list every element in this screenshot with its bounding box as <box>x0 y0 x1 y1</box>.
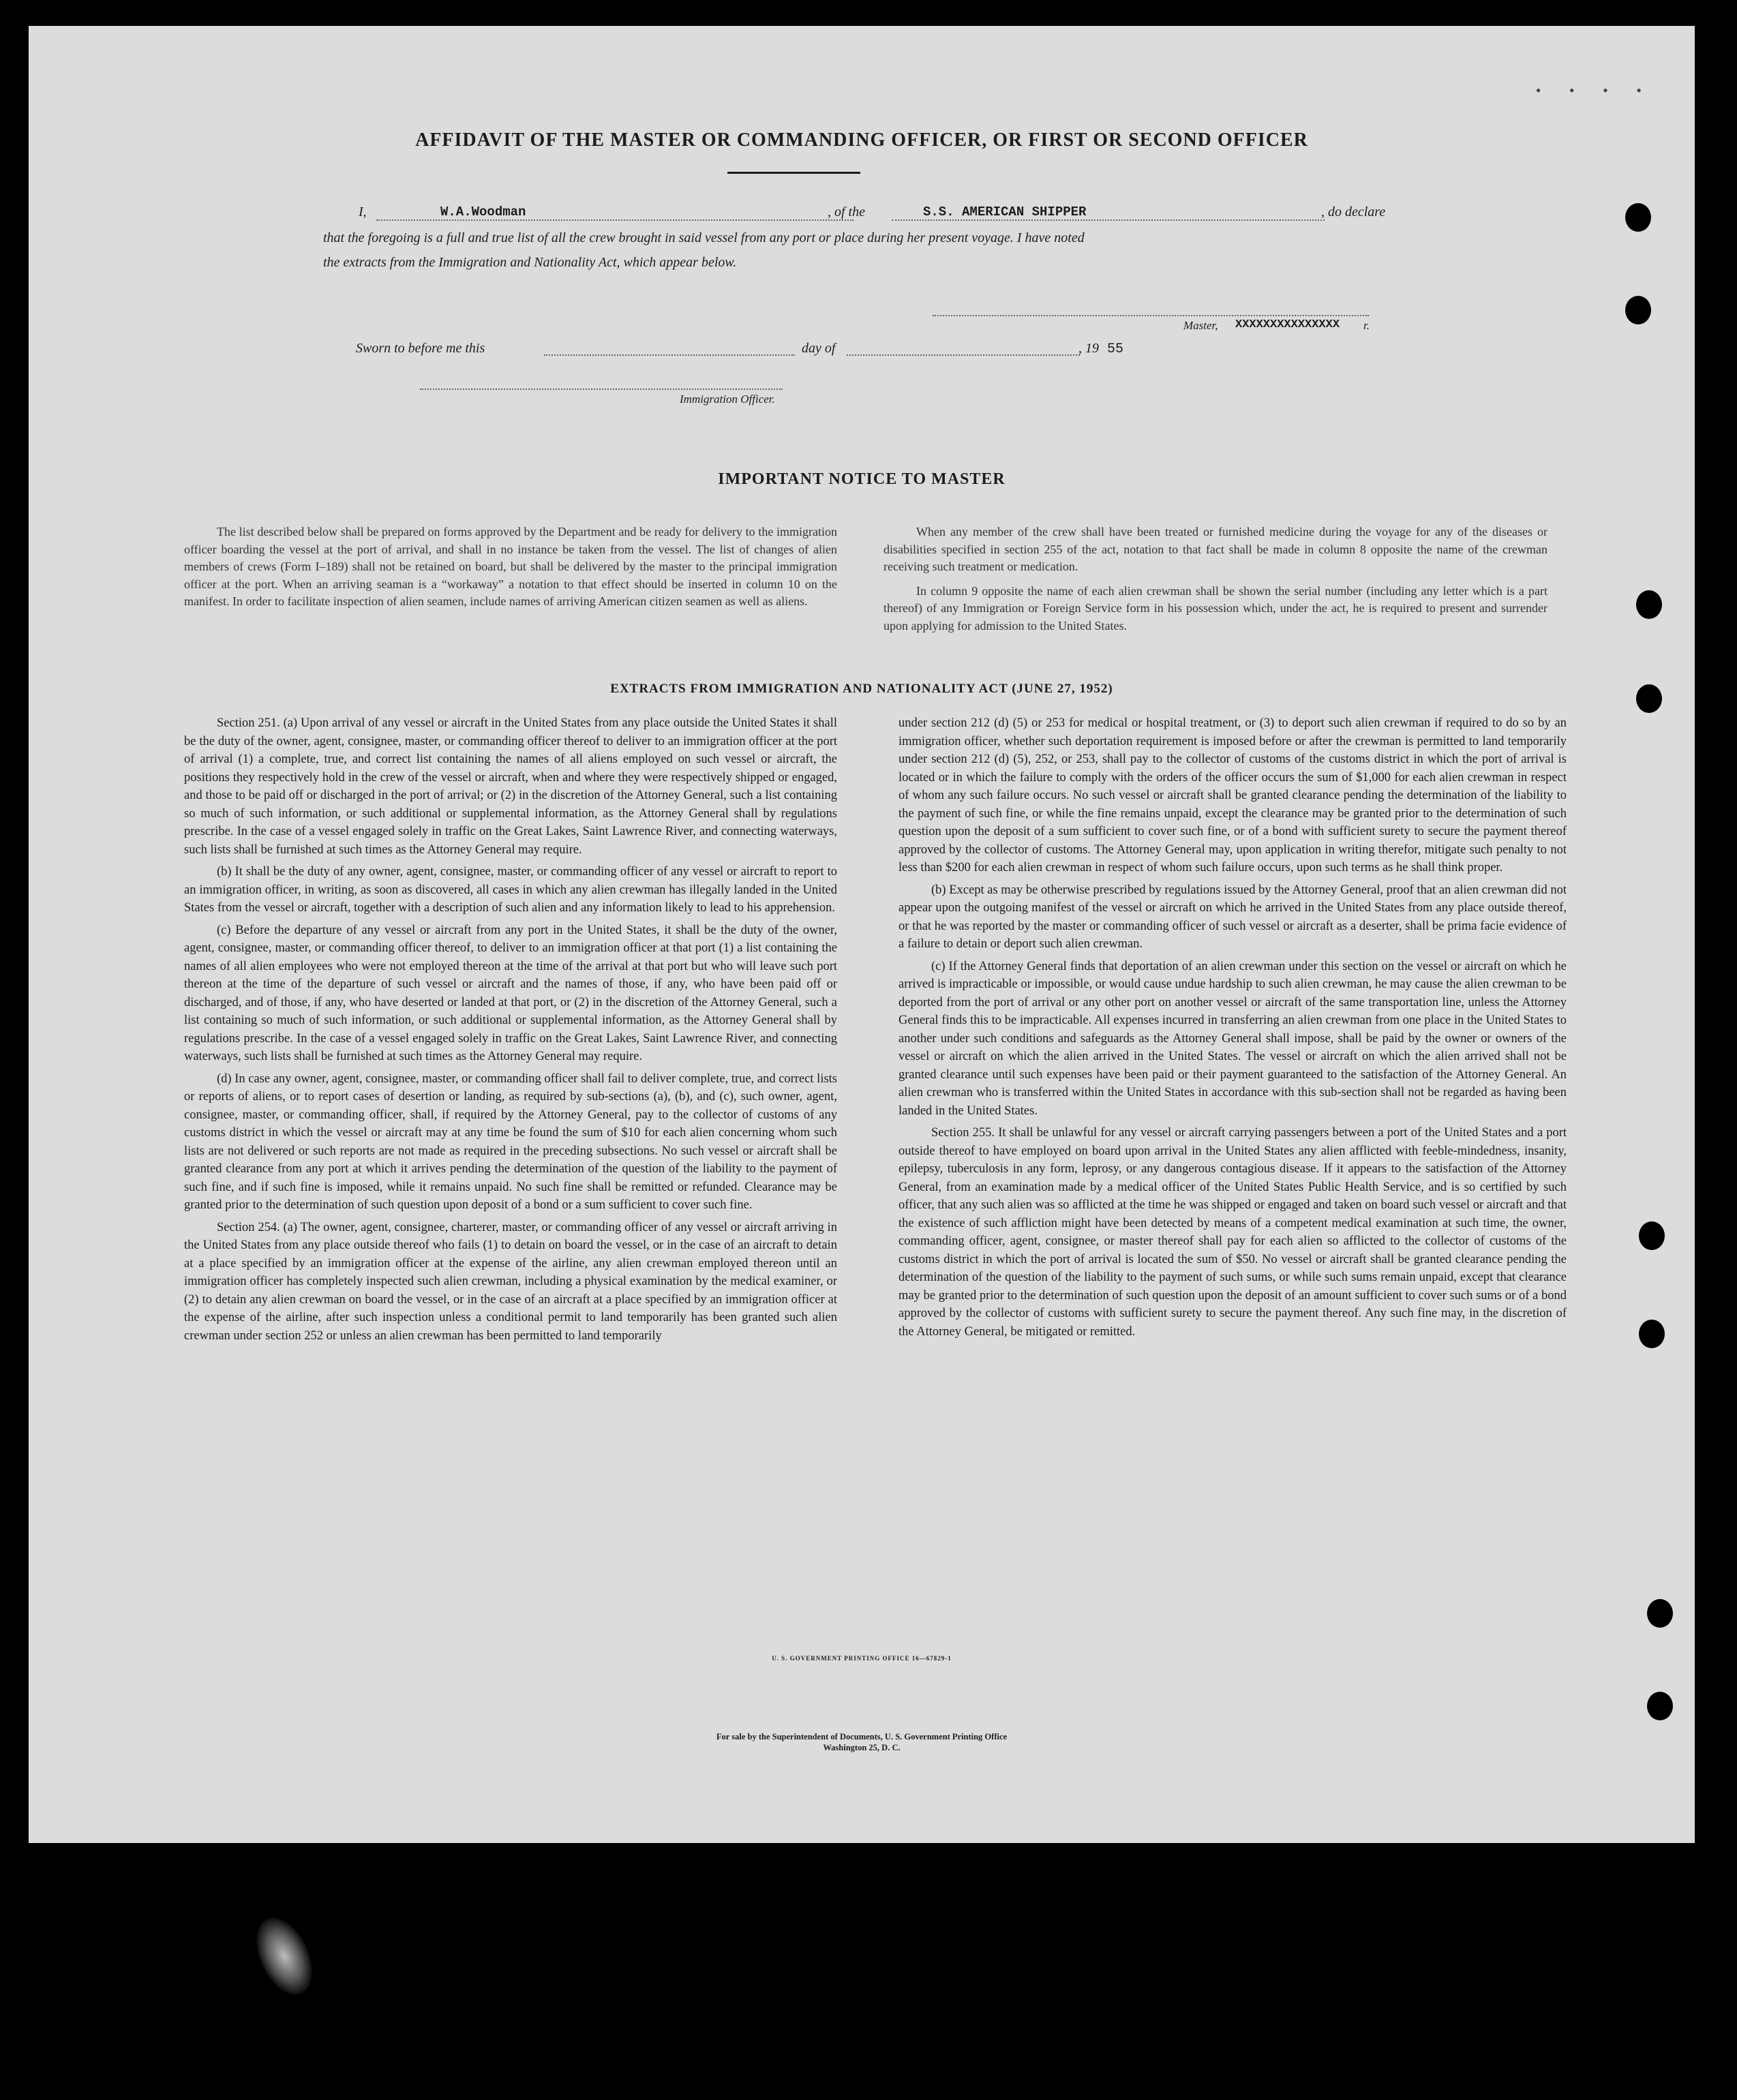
punch-hole <box>1639 1320 1665 1348</box>
section-254-b: (b) Except as may be otherwise prescribed by regulations issued by the Attorney General, proof that an alien crewman did not appear upon the outgoing manifest of the vessel or aircraft on which he arrived in the United States from any place outside thereof, or that he was reported by the master or commanding officer of such vessel or aircraft as a deserter, shall be prima facie evidence of a failure to detain or deport such alien crewman. <box>898 883 1567 951</box>
i-label: I, <box>359 204 367 219</box>
sale-notice <box>29 1731 1695 1753</box>
sworn-label: Sworn to before me this <box>356 341 485 356</box>
title-rule <box>727 172 860 174</box>
master-label-tail: r. <box>1363 319 1370 332</box>
printing-office-line: U. S. GOVERNMENT PRINTING OFFICE 16—67829-1 <box>772 1655 952 1662</box>
punch-hole <box>1625 203 1651 232</box>
punch-hole <box>1636 590 1662 619</box>
section-251-c: (c) Before the departure of any vessel or aircraft from any port in the United States, it shall be the duty of the owner, agent, consignee, master, or commanding officer thereof, to deliver to an immigration officer at that port (1) a list containing the names of all alien employees who were not employed thereon at the time of the arrival at that port but who will leave such port thereon at the time of the departure of such vessel or aircraft and the names of those, if any, who have been paid off or discharged, and of those, if any, who have deserted or landed at that port, or (2) in the discretion of the Attorney General, such a list containing so much of such information, or such additional or supplemental information, as the Attorney General shall by regulations prescribe. In the case of a vessel engaged solely in traffic on the Great Lakes, Saint Lawrence River, and connecting waterways, such lists shall be furnished at such times as the Attorney General may require. <box>184 923 837 1063</box>
immigration-officer-line <box>420 389 783 390</box>
statement-line-2: the extracts from the Immigration and Nationality Act, which appear below. <box>323 255 737 270</box>
punch-hole <box>1636 684 1662 713</box>
sworn-month-dotted-line <box>847 354 1080 356</box>
notice-right-column <box>883 523 1547 641</box>
name-dotted-line <box>376 219 854 221</box>
of-the-label: , of the <box>828 204 865 219</box>
edge-marks: • • • • <box>1535 82 1654 99</box>
do-declare-label: , do declare <box>1321 204 1386 219</box>
affidavit-title: AFFIDAVIT OF THE MASTER OR COMMANDING OFFICER, OR FIRST OR SECOND OFFICER <box>415 130 1308 151</box>
section-254-a-continued: under section 212 (d) (5) or 253 for medical or hospital treatment, or (3) to deport such alien crewman if required to do so by an immigration officer, whether such deportation requirement is imposed before or after the crewman is permitted to land temporarily under section 212 (d) (5), 252, or 253, shall pay to the collector of customs of the customs district in which the port of arrival is located or in which the failure to comply with the orders of the officer occurs the sum of $1,000 for each alien crewman in respect of whom any such failure occurs. No such vessel or aircraft shall be granted clearance pending the determination of the liability to the payment of such fine, or while the fine remains unpaid, except the clearance may be granted prior to the determination of such question upon the deposit of a sum sufficient to cover such fine, or of a bond with sufficient surety to secure the payment thereof approved by the collector of customs. The Attorney General may, upon application in writing therefor, mitigate such penalty to not less than $200 for each alien crewman in respect of whom such failure occurs, upon such terms as he shall think proper. <box>898 716 1567 874</box>
notice-right-paragraph-2: In column 9 opposite the name of each alien crewman shall be shown the serial number (including any letter which is a part thereof) of any Immigration or Foreign Service form in his possession which, under the act, he is required to present and surrender upon applying for admission to the United States. <box>883 583 1547 633</box>
scan-smudge <box>245 1909 323 2003</box>
section-251-b: (b) It shall be the duty of any owner, agent, consignee, master, or commanding officer of any vessel or aircraft to report to an immigration officer, in writing, as soon as discovered, all cases in which any alien crewman has illegally landed in the United States from the vessel or aircraft, together with a description of such alien and any information likely to lead to his apprehension. <box>184 865 837 915</box>
extracts-left-column <box>184 714 837 1349</box>
extracts-right-column <box>898 714 1567 1345</box>
notice-heading: IMPORTANT NOTICE TO MASTER <box>718 470 1006 488</box>
punch-hole <box>1647 1692 1673 1720</box>
master-name-typed: W.A.Woodman <box>440 204 526 219</box>
sale-line-2: Washington 25, D. C. <box>823 1743 901 1752</box>
year-typed: 55 <box>1107 341 1124 357</box>
sworn-day-dotted-line <box>544 354 795 356</box>
notice-left-paragraph: The list described below shall be prepared on forms approved by the Department and be ready for delivery to the immigration officer boarding the vessel at the port of arrival, and shall in no instance be taken from the vessel. The list of changes of alien members of crews (Form I–189) shall not be retained on board, but shall be delivered by the master to the principal immigration officer at the port. When an arriving seaman is a “workaway” a notation to that effect should be inserted in column 10 on the manifest. In order to facilitate inspection of alien seamen, include names of arriving American citizen seamen as well as aliens. <box>184 525 837 608</box>
master-struck-text: XXXXXXXXXXXXXXX <box>1235 318 1340 331</box>
notice-left-column <box>184 523 837 618</box>
section-254-a: Section 254. (a) The owner, agent, consignee, charterer, master, or commanding officer of any vessel or aircraft arriving in the United States from any place outside thereof who fails (1) to detain on board the vessel, or in the case of an aircraft to detain at a place specified by an immigration officer at the expense of the airline, any alien crewman employed thereon until an immigration officer has completely inspected such alien crewman, including a physical examination by the medical examiner, or (2) to detain any alien crewman on board the vessel, or in the case of an aircraft at a place specified by an immigration officer at the expense of the airline, after such inspection unless a conditional permit to land temporarily has been granted such alien crewman under section 252 or unless an alien crewman has been permitted to land temporarily <box>184 1220 837 1343</box>
section-254-c: (c) If the Attorney General finds that deportation of an alien crewman under this section on the vessel or aircraft on which he arrived is impracticable or impossible, or would cause undue hardship to such alien crewman, he may cause the alien crewman to be deported from the port of arrival or any other port on another vessel or aircraft of the same transportation line, unless the Attorney General finds this to be impracticable. All expenses incurred in transferring an alien crewman from one place in the United States to another under such conditions and safeguards as the Attorney General shall impose, shall be paid by the owner or owners of the vessel or aircraft on which the alien arrived in the United States. The vessel or aircraft on which the alien arrived shall not be granted clearance until such expenses have been paid or their payment guaranteed to the satisfaction of the Attorney General. An alien crewman who is transferred within the United States in accordance with this sub-section shall not be regarded as having been landed in the United States. <box>898 959 1567 1118</box>
immigration-officer-label: Immigration Officer. <box>680 393 775 406</box>
master-signature-line <box>933 315 1369 316</box>
section-255: Section 255. It shall be unlawful for any vessel or aircraft carrying passengers between a port of the United States and a port outside thereof to have employed on board upon arrival in the United States any alien afflicted with feeble-mindedness, insanity, epilepsy, tuberculosis in any form, leprosy, or any dangerous contagious disease. If it appears to the satisfaction of the Attorney General, from an examination made by a medical officer of the United States Public Health Service, and is so certified by such officer, that any such alien was so afflicted at the time he was shipped or engaged and taken on board such vessel or aircraft and that the existence of such affliction might have been detected by means of a competent medical examination at such time, the owner, commanding officer, agent, consignee, or master thereof shall pay for each alien so afflicted to the collector of customs of the customs district in which the port of arrival is located the sum of $50. No vessel or aircraft shall be granted clearance pending the determination of the question of the liability to the payment of such sums, or while such sums remain unpaid, except that clearance may be granted prior to the determination of such question upon the deposit of an amount sufficient to cover such sums or of a bond approved by the collector of customs with sufficient surety to secure the payment thereof. Any such fine may, in the discretion of the Attorney General, be mitigated or remitted. <box>898 1126 1567 1339</box>
document-page <box>29 26 1695 1843</box>
notice-right-paragraph-1: When any member of the crew shall have been treated or furnished medicine during the voyage for any of the diseases or disabilities specified in section 255 of the act, notation to that fact shall be made in column 8 opposite the name of the crewman receiving such treatment or medication. <box>883 525 1547 573</box>
section-251-d: (d) In case any owner, agent, consignee, master, or commanding officer shall fail to deliver complete, true, and correct lists or reports of aliens, or to report cases of desertion or landing, as required by sub-sections (a), (b), and (c), such owner, agent, consignee, master, or commanding officer, shall, if required by the Attorney General, pay to the collector of customs of any customs district in which the vessel or aircraft may at any time be found the sum of $10 for each alien concerning whom such lists are not delivered or such reports are not made as required in the preceding subsections. No such vessel or aircraft shall be granted clearance from any port at which it arrives pending the determination of the question of the liability to the payment of such fine, and if such fine is imposed, while it remains unpaid. No such fine shall be remitted or refunded. Clearance may be granted prior to the determination of such question upon deposit of a bond or a sum sufficient to cover such fine. <box>184 1071 837 1212</box>
statement-line-1: that the foregoing is a full and true list of all the crew brought in said vessel from any port or place during her present voyage. I have noted <box>323 230 1085 245</box>
vessel-name-typed: S.S. AMERICAN SHIPPER <box>923 204 1087 219</box>
punch-hole <box>1625 296 1651 324</box>
extracts-heading: EXTRACTS FROM IMMIGRATION AND NATIONALITY ACT (JUNE 27, 1952) <box>610 682 1113 696</box>
master-label: Master, <box>1183 319 1218 332</box>
vessel-dotted-line <box>892 219 1325 221</box>
day-of-label: day of <box>802 341 836 356</box>
sale-line-1: For sale by the Superintendent of Documents, U. S. Government Printing Office <box>716 1732 1008 1741</box>
punch-hole <box>1647 1599 1673 1628</box>
section-251-a: Section 251. (a) Upon arrival of any vessel or aircraft in the United States from any place outside the United States it shall be the duty of the owner, agent, consignee, master, or commanding officer thereof to deliver to an immigration officer at the port of arrival (1) a complete, true, and correct list containing the names of all aliens employed on such vessel or aircraft, the positions they respectively hold in the crew of the vessel or aircraft, when and where they were respectively shipped or engaged, and those to be paid off or discharged in the port of arrival; or (2) in the discretion of the Attorney General, such a list containing so much of such information, or such additional or supplemental information, as the Attorney General shall by regulations prescribe. In the case of a vessel engaged solely in traffic on the Great Lakes, Saint Lawrence River, and connecting waterways, such lists shall be furnished at such times as the Attorney General may require. <box>184 716 837 857</box>
punch-hole <box>1639 1221 1665 1250</box>
year-prefix: , 19 <box>1078 341 1099 356</box>
